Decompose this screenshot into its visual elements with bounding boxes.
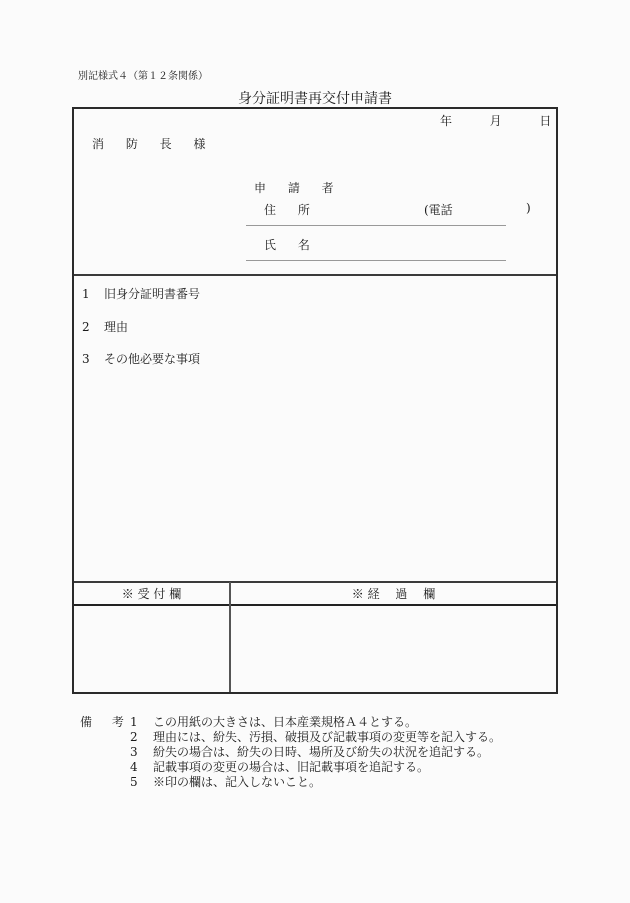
- item-label: 旧身分証明書番号: [104, 287, 201, 301]
- note-number: 3: [130, 745, 138, 759]
- progress-column-header: ※ 経 過 欄: [351, 587, 436, 601]
- note-entry: [130, 730, 501, 745]
- phone-close-paren: ): [526, 201, 531, 215]
- note-text: 記載事項の変更の場合は、旧記載事項を追記する。: [153, 760, 430, 774]
- note-entry: [130, 760, 429, 775]
- progress-cell[interactable]: [231, 604, 556, 690]
- month-label: 月: [489, 114, 502, 128]
- name-field[interactable]: [246, 260, 506, 261]
- day-label: 日: [539, 114, 552, 128]
- notes-label: 備 考: [80, 715, 132, 729]
- title-text: 身分証明書再交付申請書: [238, 91, 392, 107]
- note-number: 4: [130, 760, 138, 774]
- note-text: ※印の欄は、記入しないこと。: [153, 775, 322, 789]
- name-label: 氏 名: [264, 238, 319, 252]
- addressee: 消 防 長 様: [92, 137, 215, 151]
- address-label: 住 所: [264, 203, 319, 217]
- phone-label: (電話: [424, 203, 453, 217]
- year-label: 年: [440, 114, 453, 128]
- applicant-label: 申 請 者: [254, 181, 343, 195]
- note-entry: [130, 745, 489, 760]
- note-text: この用紙の大きさは、日本産業規格Ａ４とする。: [153, 715, 418, 729]
- item-old-id-number[interactable]: [82, 285, 200, 302]
- item-number: 2: [82, 320, 90, 334]
- item-number: 1: [82, 287, 90, 301]
- date-field[interactable]: [440, 112, 551, 129]
- item-number: 3: [82, 352, 90, 366]
- reception-cell[interactable]: [74, 604, 229, 690]
- item-label: その他必要な事項: [104, 352, 201, 366]
- item-reason[interactable]: [82, 318, 128, 335]
- item-other-matters[interactable]: [82, 350, 200, 367]
- reception-column-header: ※ 受 付 欄: [121, 587, 182, 601]
- address-field[interactable]: [246, 225, 506, 226]
- note-entry: [130, 775, 321, 790]
- form-reference: 別記様式４（第１２条関係）: [78, 71, 208, 82]
- note-number: 2: [130, 730, 138, 744]
- section-divider: [74, 274, 556, 276]
- note-text: 理由には、紛失、汚損、破損及び記載事項の変更等を記入する。: [153, 730, 502, 744]
- note-number: 1: [130, 715, 138, 729]
- note-text: 紛失の場合は、紛失の日時、場所及び紛失の状況を追記する。: [153, 745, 490, 759]
- section-divider: [74, 581, 556, 583]
- document-title: [0, 88, 630, 108]
- item-label: 理由: [104, 320, 129, 334]
- note-number: 5: [130, 775, 138, 789]
- note-entry: [130, 715, 417, 730]
